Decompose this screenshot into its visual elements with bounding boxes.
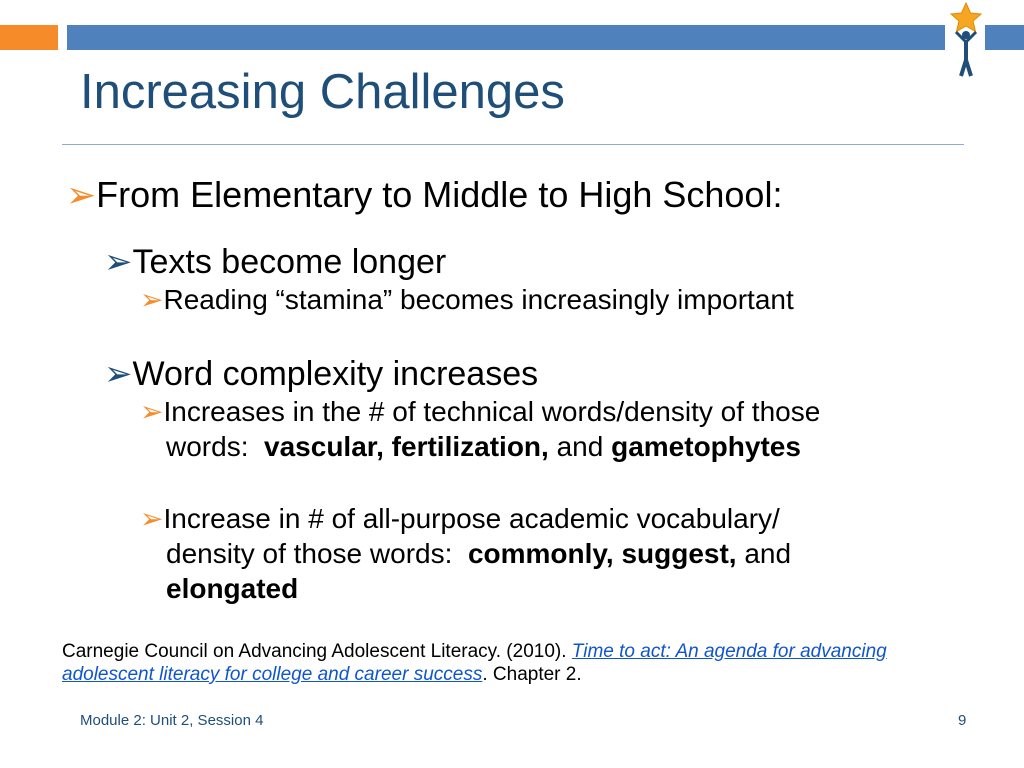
bullet-text: Word complexity increases: [132, 355, 539, 393]
bullet-level3: [140, 396, 820, 428]
bullet-continuation: [166, 538, 791, 570]
arrow-bullet-icon: ➢: [66, 174, 97, 215]
arrow-bullet-icon: ➢: [140, 284, 164, 315]
arrow-bullet-icon: ➢: [104, 243, 133, 281]
title-divider: [62, 144, 964, 145]
bullet-level2: [104, 243, 446, 282]
citation-link[interactable]: Time to act: An agenda for advancing adolescent literacy for college and career success: [62, 641, 887, 685]
bold-term: vascular, fertilization,: [264, 431, 549, 462]
citation-text: . Chapter 2.: [482, 664, 582, 685]
bullet-text: From Elementary to Middle to High School:: [96, 174, 783, 215]
arrow-bullet-icon: ➢: [140, 503, 164, 534]
bullet-level2: [104, 355, 538, 394]
footer-module: Module 2: Unit 2, Session 4: [80, 712, 264, 729]
header-accent-orange: [0, 25, 58, 50]
bullet-text: words:: [166, 431, 265, 462]
header-accent-blue: [67, 25, 945, 50]
bullet-text: Texts become longer: [132, 243, 447, 281]
bullet-level3: [140, 503, 780, 535]
bullet-level1: [66, 174, 782, 215]
citation: [62, 640, 962, 686]
bullet-text: Increases in the # of technical words/density of those: [163, 396, 821, 427]
star-person-logo-icon: [946, 2, 986, 78]
arrow-bullet-icon: ➢: [140, 396, 164, 427]
bullet-text: density of those words:: [166, 538, 468, 569]
bold-term: elongated: [166, 573, 299, 604]
bullet-text: Increase in # of all-purpose academic vocabulary/: [163, 503, 780, 534]
bullet-text: Reading “stamina” becomes increasingly important: [163, 284, 794, 315]
header-accent-blue-end: [985, 25, 1024, 50]
bullet-text: and: [548, 431, 612, 462]
bullet-text: and: [736, 538, 792, 569]
bullet-continuation: [166, 431, 801, 463]
citation-text: Carnegie Council on Advancing Adolescent Literacy. (2010).: [62, 641, 572, 662]
bullet-continuation: [166, 573, 298, 605]
arrow-bullet-icon: ➢: [104, 355, 133, 393]
page-number: 9: [958, 712, 967, 729]
bold-term: gametophytes: [611, 431, 801, 462]
bold-term: commonly, suggest,: [467, 538, 737, 569]
bullet-level3: [140, 284, 794, 316]
slide-title: Increasing Challenges: [80, 65, 565, 119]
